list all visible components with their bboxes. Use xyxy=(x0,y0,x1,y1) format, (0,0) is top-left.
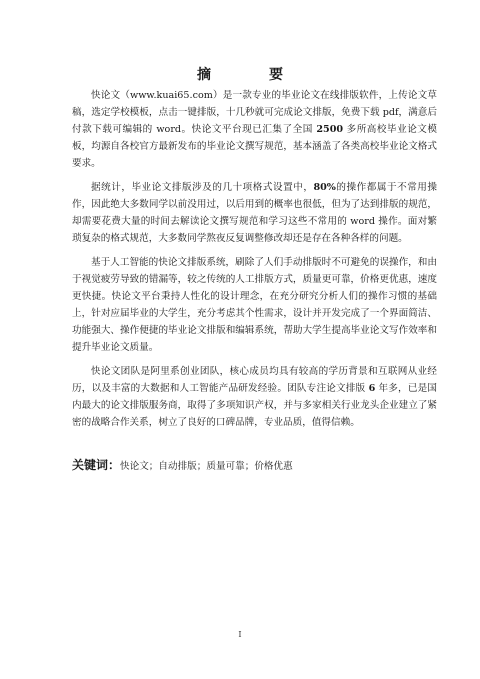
paragraph-bold-text: 6 xyxy=(368,383,376,394)
abstract-paragraph xyxy=(72,363,437,431)
abstract-body xyxy=(72,87,437,438)
paragraph-text: 据统计，毕业论文排版涉及的几十项格式设置中， xyxy=(91,182,314,193)
paragraph-text: 快论文团队是阿里系创业团队，核心成员均具有较高的学历背景和互联网从业经历，以及丰富的大数据和人工智能产品研发经验。团队专注论文排版 xyxy=(72,366,437,394)
paragraph-text: 多所高校毕业论文模板，均源自各校官方最新发布的毕业论文撰写规范，基本涵盖了各类高校毕业论文格式要求。 xyxy=(72,124,437,169)
page-number: I xyxy=(238,630,242,639)
abstract-title: 摘 要 xyxy=(197,67,305,83)
paragraph-text: 年多，已是国内最大的论文排版服务商，取得了多项知识产权，并与多家相关行业龙头企业建立了紧密的战略合作关系，树立了良好的口碑品牌，专业品质，值得信赖。 xyxy=(72,383,437,428)
keywords-text: 快论文；自动排版；质量可靠；价格优惠 xyxy=(120,461,293,472)
paragraph-text: 基于人工智能的快论文排版系统，刷除了人们手动排版时不可避免的误操作，和由于视觉疲劳导致的错漏等，较之传统的人工排版方式，质量更可靠，价格更优惠，速度更快捷。快论文平台秉持人性化的设计理念，在充分研究分析人们的操作习惯的基础上，针对应届毕业的大学生，充分考虑其个性需求，设计并开发完成了一个界面简洁、功能强大、操作便捷的毕业论文排版和编辑系统，帮助大学生提高毕业论文写作效率和提升毕业论文质量。 xyxy=(72,257,437,353)
keywords-line xyxy=(72,457,437,475)
paragraph-text: 的操作都属于不常用操作，因此绝大多数同学以前没用过，以后用到的概率也很低，但为了达到排版的规范，却需要花费大量的时间去解读论文撰写规范和学习这些不常用的 word 操作。面对繁琐复杂的格式规范，大多数同学熬夜反复调整修改却还是存在各种各样的问题。 xyxy=(72,182,438,244)
abstract-paragraph xyxy=(72,254,437,356)
paragraph-text: 快论文（www.kuai65.com）是一款专业的毕业论文在线排版软件，上传论文草稿，选定学校模板，点击一键排版，十几秒就可完成论文排版，免费下载 pdf，满意后付款下载可编辑的 word。快论文平台现已汇集了全国 xyxy=(72,90,437,135)
keywords-label: 关键词： xyxy=(72,458,121,472)
abstract-paragraph xyxy=(72,87,437,172)
paragraph-bold-text: 2500 xyxy=(316,124,344,135)
paragraph-bold-text: 80% xyxy=(313,182,336,193)
abstract-paragraph xyxy=(72,179,437,247)
